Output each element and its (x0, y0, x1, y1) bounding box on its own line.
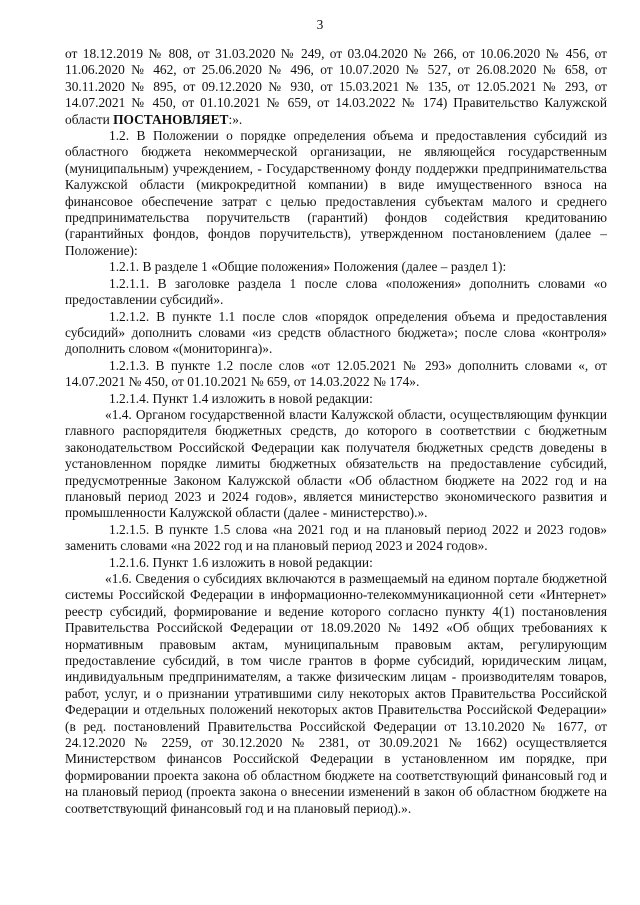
paragraph-1-2-1-1: 1.2.1.1. В заголовке раздела 1 после слова «положения» дополнить словами «о предоставлении субсидий». (65, 275, 607, 308)
paragraph-1-2-1: 1.2.1. В разделе 1 «Общие положения» Положения (далее – раздел 1): (109, 259, 507, 275)
paragraph-1-2-1-5: 1.2.1.5. В пункте 1.5 слова «на 2021 год и на плановый период 2022 и 2023 годов» заменить словами «на 2022 год и на плановый период 2023 и 2024 годов». (65, 521, 607, 554)
paragraph-1-2-1-6: 1.2.1.6. Пункт 1.6 изложить в новой редакции: (109, 554, 373, 570)
paragraph-1-2-1-4: 1.2.1.4. Пункт 1.4 изложить в новой редакции: (109, 390, 373, 406)
paragraph-1-2: 1.2. В Положении о порядке определения объема и предоставления субсидий из областного бюджета некоммерческой организации, не являющейся государственным (муниципальным) учреждением, - Государственному фонду поддержки предпринимательства Калужской области (микрокредитной компании) в виде имущественного взноса на финансовое обеспечение затрат с целью предоставления субъектам малого и среднего предпринимательства поручительств (гарантий) фондов содействия кредитованию (гарантийных фондов, фондов поручительств), утвержденном постановлением (далее – Положение): (65, 128, 607, 258)
paragraph-1-2-1-2: 1.2.1.2. В пункте 1.1 после слов «порядок определения объема и предоставления субсидий» дополнить словами «из средств областного бюджета»; после слова «контроля» дополнить словом «(мониторинга)». (65, 308, 607, 357)
document-body (65, 46, 607, 817)
paragraph-continuation (65, 46, 607, 128)
paragraph-1-2-1-3: 1.2.1.3. В пункте 1.2 после слов «от 12.05.2021 № 293» дополнить словами «, от 14.07.2021 № 450, от 01.10.2021 № 659, от 14.03.2022 № 174». (65, 357, 607, 390)
bold-keyword: ПОСТАНОВЛЯЕТ (113, 111, 229, 127)
paragraph-text: от 18.12.2019 № 808, от 31.03.2020 № 249, от 03.04.2020 № 266, от 10.06.2020 № 456, от 11.06.2020 № 462, от 25.06.2020 № 496, от 10.07.2020 № 527, от 26.08.2020 № 658, от 30.11.2020 № 895, от 09.12.2020 № 930, от 15.03.2021 № 135, от 12.05.2021 № 293, от 14.07.2021 № 450, от 01.10.2021 № 659, от 14.03.2022 № 174) Правительство Калужской области (65, 46, 607, 127)
paragraph-quote-1-4: «1.4. Органом государственной власти Калужской области, осуществляющим функции главного распорядителя бюджетных средств, до которого в соответствии с бюджетным законодательством Российской Федерации как получателя бюджетных средств доведены в установленном порядке лимиты бюджетных обязательств на предоставление субсидий, предусмотренные Законом Калужской области «Об областном бюджете на 2022 год и на плановый период 2023 и 2024 годов», является министерство экономического развития и промышленности Калужской области (далее - министерство).». (65, 406, 607, 521)
page-number: 3 (316, 17, 324, 32)
paragraph-tail: :». (228, 111, 243, 127)
paragraph-quote-1-6: «1.6. Сведения о субсидиях включаются в размещаемый на едином портале бюджетной системы Российской Федерации в информационно-телекоммуникационной сети «Интернет» реестр субсидий, формирование и ведение которого согласно пункту 4(1) постановления Правительства Российской Федерации от 18.09.2020 № 1492 «Об общих требованиях к нормативным правовым актам, муниципальным правовым актам, регулирующим предоставление субсидий, в том числе грантов в форме субсидий, юридическим лицам, индивидуальным предпринимателям, а также физическим лицам - производителям товаров, работ, услуг, и о признании утратившими силу некоторых актов Правительства Российской Федерации и отдельных положений некоторых актов Правительства Российской Федерации» (в ред. постановлений Правительства Российской Федерации от 13.10.2020 № 1677, от 24.12.2020 № 2259, от 30.12.2020 № 2381, от 30.09.2021 № 1662) осуществляется Министерством финансов Российской Федерации в установленном им порядке, при формировании проекта закона об областном бюджете на соответствующий финансовый год и на плановый период (проекта закона о внесении изменений в закон об областном бюджете на соответствующий финансовый год и на плановый период).». (65, 571, 607, 816)
